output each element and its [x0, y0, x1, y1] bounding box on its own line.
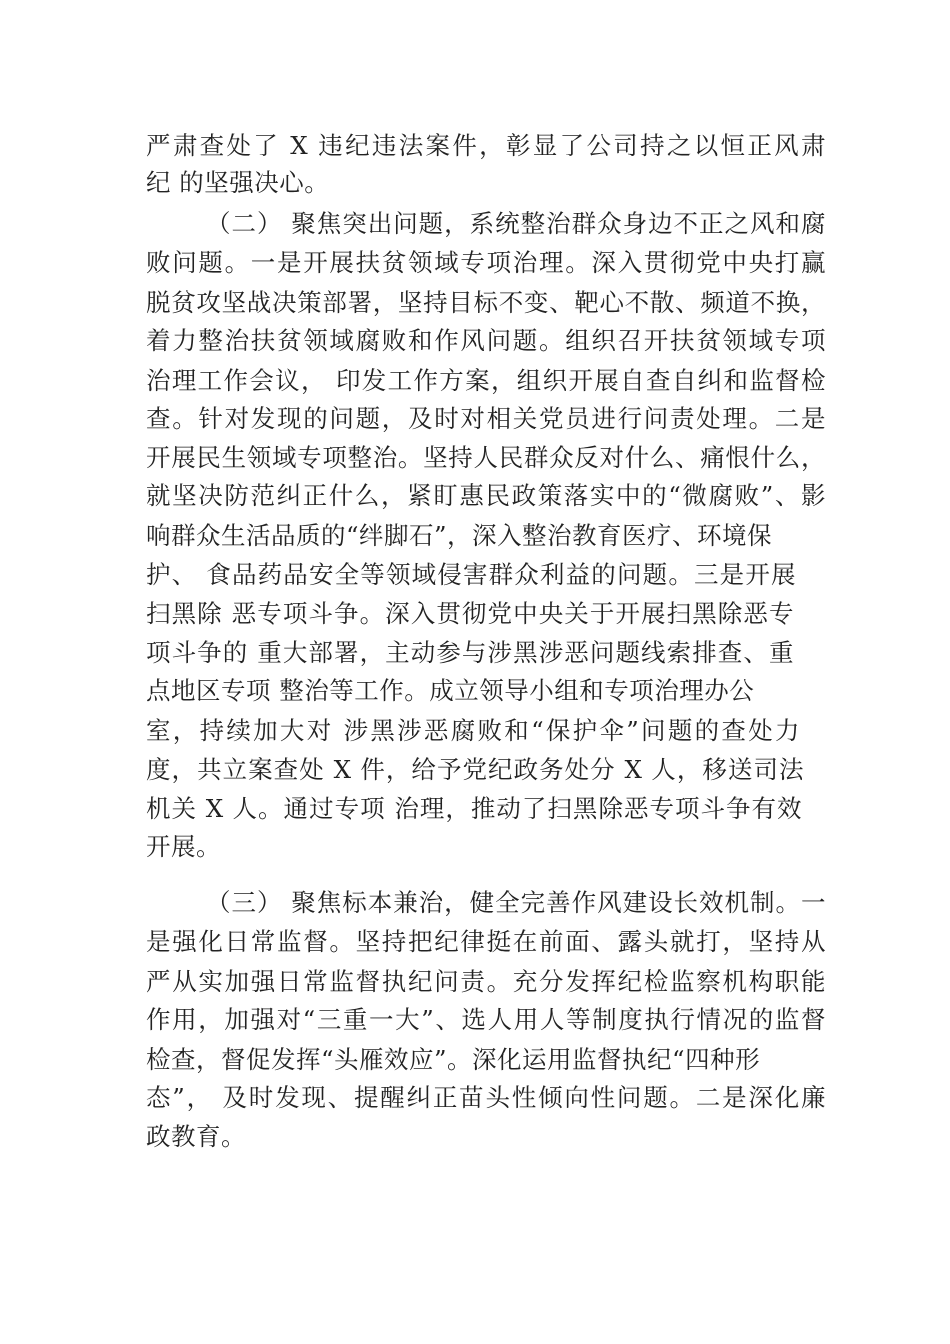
- text-line: 室，持续加大对 涉黑涉恶腐败和“保护伞”问题的查处力: [146, 716, 800, 745]
- paragraph-heading-line: （二） 聚焦突出问题，系统整治群众身边不正之风和腐: [206, 209, 826, 238]
- text-line: 机关 X 人。通过专项 治理，推动了扫黑除恶专项斗争有效: [146, 794, 802, 823]
- text-line: 就坚决防范纠正什么，紧盯惠民政策落实中的“微腐败”、影: [146, 481, 826, 510]
- text-line: 脱贫攻坚战决策部署，坚持目标不变、靶心不散、频道不换，: [146, 288, 826, 317]
- text-line: 响群众生活品质的“绊脚石”，深入整治教育医疗、环境保: [146, 521, 773, 550]
- text-line: 项斗争的 重大部署，主动参与涉黑涉恶问题线索排查、重: [146, 638, 794, 667]
- text-line: 严从实加强日常监督执纪问责。充分发挥纪检监察机构职能: [146, 967, 826, 996]
- text-line: 治理工作会议， 印发工作方案，组织开展自查自纠和监督检: [146, 366, 826, 395]
- text-line: 护、 食品药品安全等领域侵害群众利益的问题。三是开展: [146, 560, 796, 589]
- text-line: 查。针对发现的问题，及时对相关党员进行问责处理。二是: [146, 404, 826, 433]
- text-line: 政教育。: [146, 1122, 246, 1151]
- text-line: 扫黑除 恶专项斗争。深入贯彻党中央关于开展扫黑除恶专: [146, 599, 794, 628]
- text-line: 纪 的坚强决心。: [146, 168, 330, 197]
- text-line: 是强化日常监督。坚持把纪律挺在前面、露头就打，坚持从: [146, 927, 826, 956]
- text-line: 开展民生领域专项整治。坚持人民群众反对什么、痛恨什么，: [146, 443, 826, 472]
- text-line: 态”， 及时发现、提醒纠正苗头性倾向性问题。二是深化廉: [146, 1083, 826, 1112]
- text-line: 着力整治扶贫领域腐败和作风问题。组织召开扶贫领域专项: [146, 326, 826, 355]
- text-line: 败问题。一是开展扶贫领域专项治理。深入贯彻党中央打赢: [146, 248, 826, 277]
- text-line: 严肃查处了 X 违纪违法案件，彰显了公司持之以恒正风肃: [146, 131, 826, 160]
- text-line: 开展。: [146, 832, 221, 861]
- text-line: 点地区专项 整治等工作。成立领导小组和专项治理办公: [146, 676, 755, 705]
- text-line: 检查，督促发挥“头雁效应”。深化运用监督执纪“四种形: [146, 1045, 761, 1074]
- paragraph-heading-line: （三） 聚焦标本兼治，健全完善作风建设长效机制。一: [206, 888, 826, 917]
- text-line: 作用，加强对“三重一大”、选人用人等制度执行情况的监督: [146, 1005, 826, 1034]
- text-line: 度，共立案查处 X 件，给予党纪政务处分 X 人，移送司法: [146, 755, 804, 784]
